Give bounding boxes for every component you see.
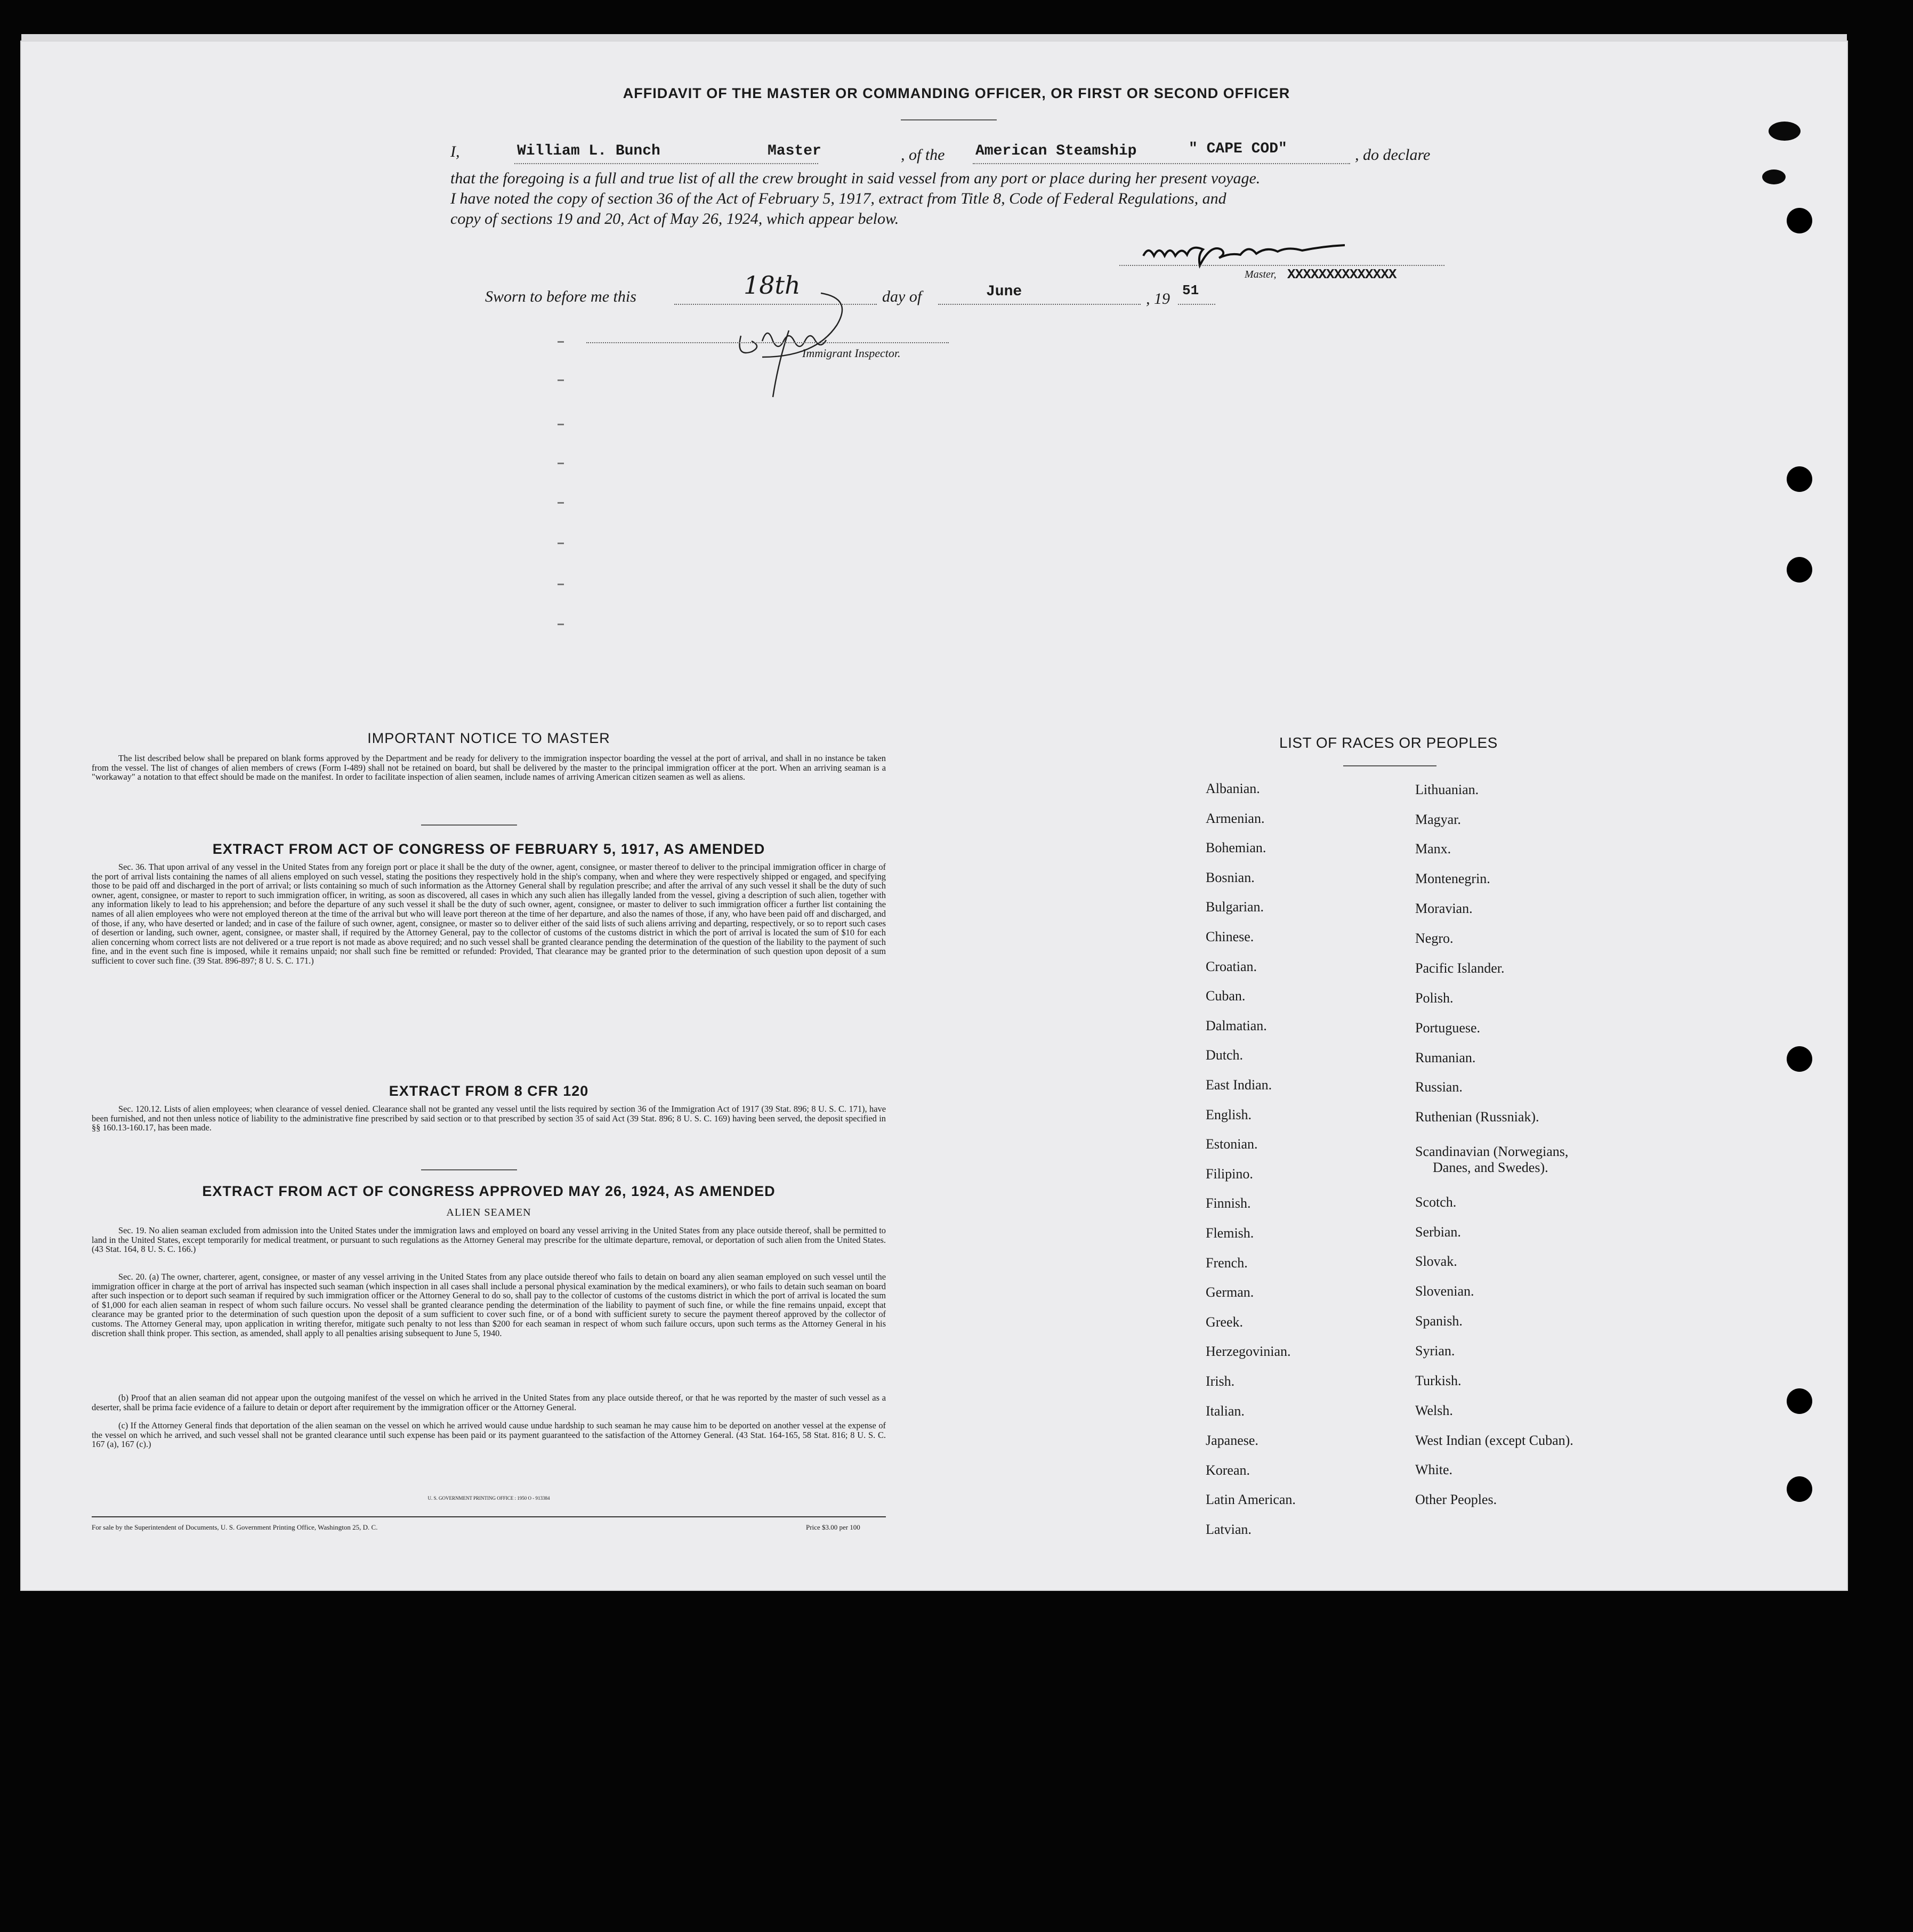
extract-1924-subtitle: ALIEN SEAMEN	[446, 1207, 531, 1218]
extract-1917-body: Sec. 36. That upon arrival of any vessel in the United States from any foreign port or place it shall be the duty of the owner, agent, consignee, or master thereof to deliver to the principal immigration officer in charge of the port of arrival lists containing the names of all aliens employed on such vessel, stating the positions they respectively hold in the ship's company, when and where they were respectively shipped or engaged, and specifying those to be paid off and discharged in the port of arrival; or lists containing so much of such information as the Attorney General shall by regulation prescribe; and after the arrival of any such vessel it shall be the duty of such owner, agent, consignee, or master to report to such immigration officer, in writing, as soon as discovered, all cases in which any such alien has illegally landed from the vessel, giving a description of such alien, together with any information likely to lead to his apprehension; and before the departure of any such vessel it shall be the duty of such owner, agent, consignee, or master to deliver to such immigration officer a further list containing the names of all alien employees who were not employed thereon at the time of the arrival but who will leave port thereon at the time of her departure, and also the names of those, if any, who have been paid off and discharged, and of those, if any, who have deserted or landed; and in case of the failure of such owner, agent, consignee, or master so to deliver either of the said lists of such aliens arriving and departing, respectively, or so to report such cases of desertion or landing, such owner, agent, consignee, or master shall, if required by the Attorney General, pay to the collector of customs of the customs district in which the port of arrival is located the sum of $10 for each alien concerning whom correct lists are not delivered or a true report is not made as above required; and no such vessel shall be granted clearance pending the determination of the question of the liability to the payment of such fine, and in the event such fine is imposed, while it remains unpaid; nor shall such fine be remitted or refunded: Provided, That clearance may be granted prior to the determination of such question upon deposit of a sum sufficient to cover such fine. (39 Stat. 896-897; 8 U. S. C. 171.)	[92, 862, 886, 966]
affidavit-line4: copy of sections 19 and 20, Act of May 26, 1924, which appear below.	[450, 210, 899, 228]
race-item: Manx.	[1415, 841, 1451, 856]
sworn-label: Sworn to before me this	[485, 288, 636, 305]
race-item: Filipino.	[1206, 1166, 1253, 1182]
punch-hole	[1787, 466, 1812, 492]
notice-title: IMPORTANT NOTICE TO MASTER	[367, 730, 610, 746]
race-item: Negro.	[1415, 931, 1454, 946]
race-item: Serbian.	[1415, 1224, 1461, 1240]
race-item: Lithuanian.	[1415, 782, 1479, 797]
day-of-label: day of	[882, 288, 922, 305]
sec20c-body: (c) If the Attorney General finds that deportation of the alien seaman on the vessel on which he arrived would cause undue hardship to such seaman he may cause him to be deported on another vessel at the expense of the vessel on which he arrived, and such vessel shall not be granted clearance until such expense has been paid or its payment guaranteed to the satisfaction of the Attorney General. (43 Stat. 164-165, 58 Stat. 816; 8 U. S. C. 167 (a), 167 (c).)	[92, 1420, 886, 1450]
extract-1917-title: EXTRACT FROM ACT OF CONGRESS OF FEBRUARY 5, 1917, AS AMENDED	[212, 841, 765, 857]
race-item: Other Peoples.	[1415, 1492, 1497, 1507]
race-item: Italian.	[1206, 1403, 1245, 1419]
race-item: Herzegovinian.	[1206, 1344, 1291, 1360]
affidavit-line2: that the foregoing is a full and true list of all the crew brought in said vessel from any port or place during her present voyage.	[450, 169, 1261, 187]
race-item: Armenian.	[1206, 810, 1265, 826]
race-item: Flemish.	[1206, 1225, 1254, 1241]
race-item: Rumanian.	[1415, 1050, 1476, 1065]
sworn-day: 18th	[744, 271, 801, 300]
race-item: West Indian (except Cuban).	[1415, 1433, 1573, 1448]
race-item: Korean.	[1206, 1462, 1250, 1478]
race-item: Latin American.	[1206, 1492, 1296, 1508]
notice-body: The list described below shall be prepared on blank forms approved by the Department and be ready for delivery to the immigration inspector boarding the vessel at the port of arrival, and shall in no instance be taken from the vessel. The list of changes of alien members of crews (Form I-489) shall not be retained on board, but shall be delivered by the master to the principal immigration officer at the port. When an arriving seaman is a "workaway" a notation to that effect should be made on the manifest. In order to facilitate inspection of alien seamen, include names of arriving American citizen seamen as well as aliens.	[92, 753, 886, 782]
race-item: Bulgarian.	[1206, 899, 1264, 915]
i-label: I,	[450, 143, 460, 160]
race-item: Spanish.	[1415, 1313, 1463, 1329]
race-item: Japanese.	[1206, 1433, 1258, 1449]
race-item: Slovenian.	[1415, 1283, 1474, 1299]
title-underline	[901, 119, 997, 120]
race-item: Pacific Islander.	[1415, 960, 1505, 976]
extract-1924-title: EXTRACT FROM ACT OF CONGRESS APPROVED MAY 26, 1924, AS AMENDED	[202, 1183, 776, 1199]
gpo-imprint: U. S. GOVERNMENT PRINTING OFFICE : 1950 O - 913384	[427, 1496, 550, 1501]
race-item: Syrian.	[1415, 1343, 1455, 1359]
affidavit-title: AFFIDAVIT OF THE MASTER OR COMMANDING OFFICER, OR FIRST OR SECOND OFFICER	[623, 85, 1290, 101]
race-item: Cuban.	[1206, 988, 1246, 1004]
vessel-type: American Steamship	[975, 143, 1137, 159]
punch-hole	[1787, 208, 1812, 233]
year-prefix: , 19	[1146, 290, 1170, 308]
race-item: Croatian.	[1206, 958, 1257, 974]
race-item: Moravian.	[1415, 901, 1473, 916]
race-item: Scotch.	[1415, 1194, 1457, 1210]
race-item: Turkish.	[1415, 1373, 1462, 1388]
do-declare-label: , do declare	[1355, 146, 1431, 164]
sale-notice: For sale by the Superintendent of Documents, U. S. Government Printing Office, Washington 25, D. C.	[92, 1523, 378, 1531]
race-item: Montenegrin.	[1415, 871, 1490, 886]
race-item: Magyar.	[1415, 812, 1461, 827]
race-item: Greek.	[1206, 1314, 1244, 1330]
struck-title: XXXXXXXXXXXXXX	[1287, 266, 1397, 282]
race-item: French.	[1206, 1255, 1248, 1271]
sworn-month: June	[986, 284, 1022, 300]
inspector-label: Immigrant Inspector.	[802, 346, 901, 360]
race-item: Danes, and Swedes).	[1433, 1160, 1548, 1175]
vessel-name: " CAPE COD"	[1189, 141, 1287, 157]
race-item: White.	[1415, 1462, 1453, 1477]
races-title: LIST OF RACES OR PEOPLES	[1279, 734, 1498, 751]
race-item: Scandinavian (Norwegians,	[1415, 1144, 1569, 1159]
race-item: Bohemian.	[1206, 840, 1266, 856]
race-item: Estonian.	[1206, 1136, 1258, 1152]
race-item: Irish.	[1206, 1373, 1235, 1389]
punch-hole	[1787, 1046, 1812, 1072]
race-item: Albanian.	[1206, 781, 1260, 796]
affidavit-line3: I have noted the copy of section 36 of the Act of February 5, 1917, extract from Title 8, Code of Federal Regulations, and	[450, 190, 1226, 207]
sec20a-body: Sec. 20. (a) The owner, charterer, agent, consignee, or master of any vessel arriving in the United States from any place outside thereof who fails to detain on board any alien seaman employed on such vessel until the immigration officer in charge at the port of arrival has inspected such seaman (which inspection in all cases shall include a personal physical examination by the medical examiners), or who fails to detain such seaman on board after such inspection or to deport such seaman if required by such immigration officer or the Attorney General to do so, shall pay to the collector of customs of the customs district in which the port of arrival is located the sum of $1,000 for each alien seaman in respect of whom such failure occurs. No vessel shall be granted clearance pending the determination of the liability to payment of such fine, or while the fine remains unpaid, except that clearance may be granted prior to the determination of such question upon the deposit of a sum sufficient to cover such fine, or of a bond with sufficient surety to secure the payment thereof approved by the collector of customs. The Attorney General may, upon application in writing therefor, mitigate such penalty to not less than $200 for each seaman in respect of whom such failure occurs, upon such terms as the Attorney General in his discretion shall think proper. This section, as amended, shall apply to all penalties arising subsequent to June 5, 1940.	[92, 1272, 886, 1338]
race-item: Chinese.	[1206, 929, 1254, 944]
sec20b-body: (b) Proof that an alien seaman did not appear upon the outgoing manifest of the vessel on which he arrived in the United States from any place outside thereof, or that he was reported by the master of such vessel as a deserter, shall be prima facie evidence of a failure to detain or deport after requirement by the immigration officer or the Attorney General.	[92, 1393, 886, 1412]
race-item: Welsh.	[1415, 1403, 1453, 1418]
race-item: Latvian.	[1206, 1522, 1252, 1537]
race-item: Ruthenian (Russniak).	[1415, 1109, 1539, 1125]
extract-cfr-body: Sec. 120.12. Lists of alien employees; when clearance of vessel denied. Clearance shall not be granted any vessel until the lists required by section 36 of the Immigration Act of 1917 (39 Stat. 896; 8 U. S. C. 171), have been furnished, and not then unless notice of liability to the administrative fine prescribed by said section or to that prescribed by section 35 of said Act (39 Stat. 896; 8 U. S. C. 169) having been served, the deposit specified in §§ 160.13-160.17, has been made.	[92, 1104, 886, 1133]
race-item: Dutch.	[1206, 1047, 1244, 1063]
document-page	[21, 42, 1847, 1590]
inspector-signature	[730, 282, 869, 400]
race-item: Polish.	[1415, 990, 1454, 1006]
master-name: William L. Bunch	[517, 143, 660, 159]
race-item: Finnish.	[1206, 1195, 1251, 1211]
price-notice: Price $3.00 per 100	[806, 1523, 860, 1531]
race-item: German.	[1206, 1284, 1254, 1300]
race-item: Slovak.	[1415, 1254, 1457, 1269]
sworn-year: 51	[1182, 282, 1199, 298]
race-item: Portuguese.	[1415, 1020, 1481, 1036]
punch-hole	[1787, 557, 1812, 583]
sec19-body: Sec. 19. No alien seaman excluded from admission into the United States under the immigration laws and employed on board any vessel arriving in the United States from any place outside thereof, shall be permitted to land in the United States, except temporarily for medical treatment, or pursuant to such regulations as the Attorney General may prescribe for the ultimate departure, removal, or deportation of such alien from the United States. (43 Stat. 164, 8 U. S. C. 166.)	[92, 1225, 886, 1255]
of-the-label: , of the	[901, 146, 945, 164]
race-item: English.	[1206, 1106, 1252, 1122]
punch-hole	[1787, 1388, 1812, 1414]
extract-cfr-title: EXTRACT FROM 8 CFR 120	[389, 1083, 589, 1099]
ink-blot	[1759, 117, 1802, 192]
affidavit-line1	[450, 141, 1452, 164]
race-item: Dalmatian.	[1206, 1017, 1267, 1033]
master-label: Master,	[1245, 269, 1277, 280]
race-item: East Indian.	[1206, 1077, 1272, 1093]
punch-hole	[1787, 1476, 1812, 1502]
master-rank: Master	[768, 143, 821, 159]
race-item: Russian.	[1415, 1079, 1463, 1095]
race-item: Bosnian.	[1206, 869, 1255, 885]
